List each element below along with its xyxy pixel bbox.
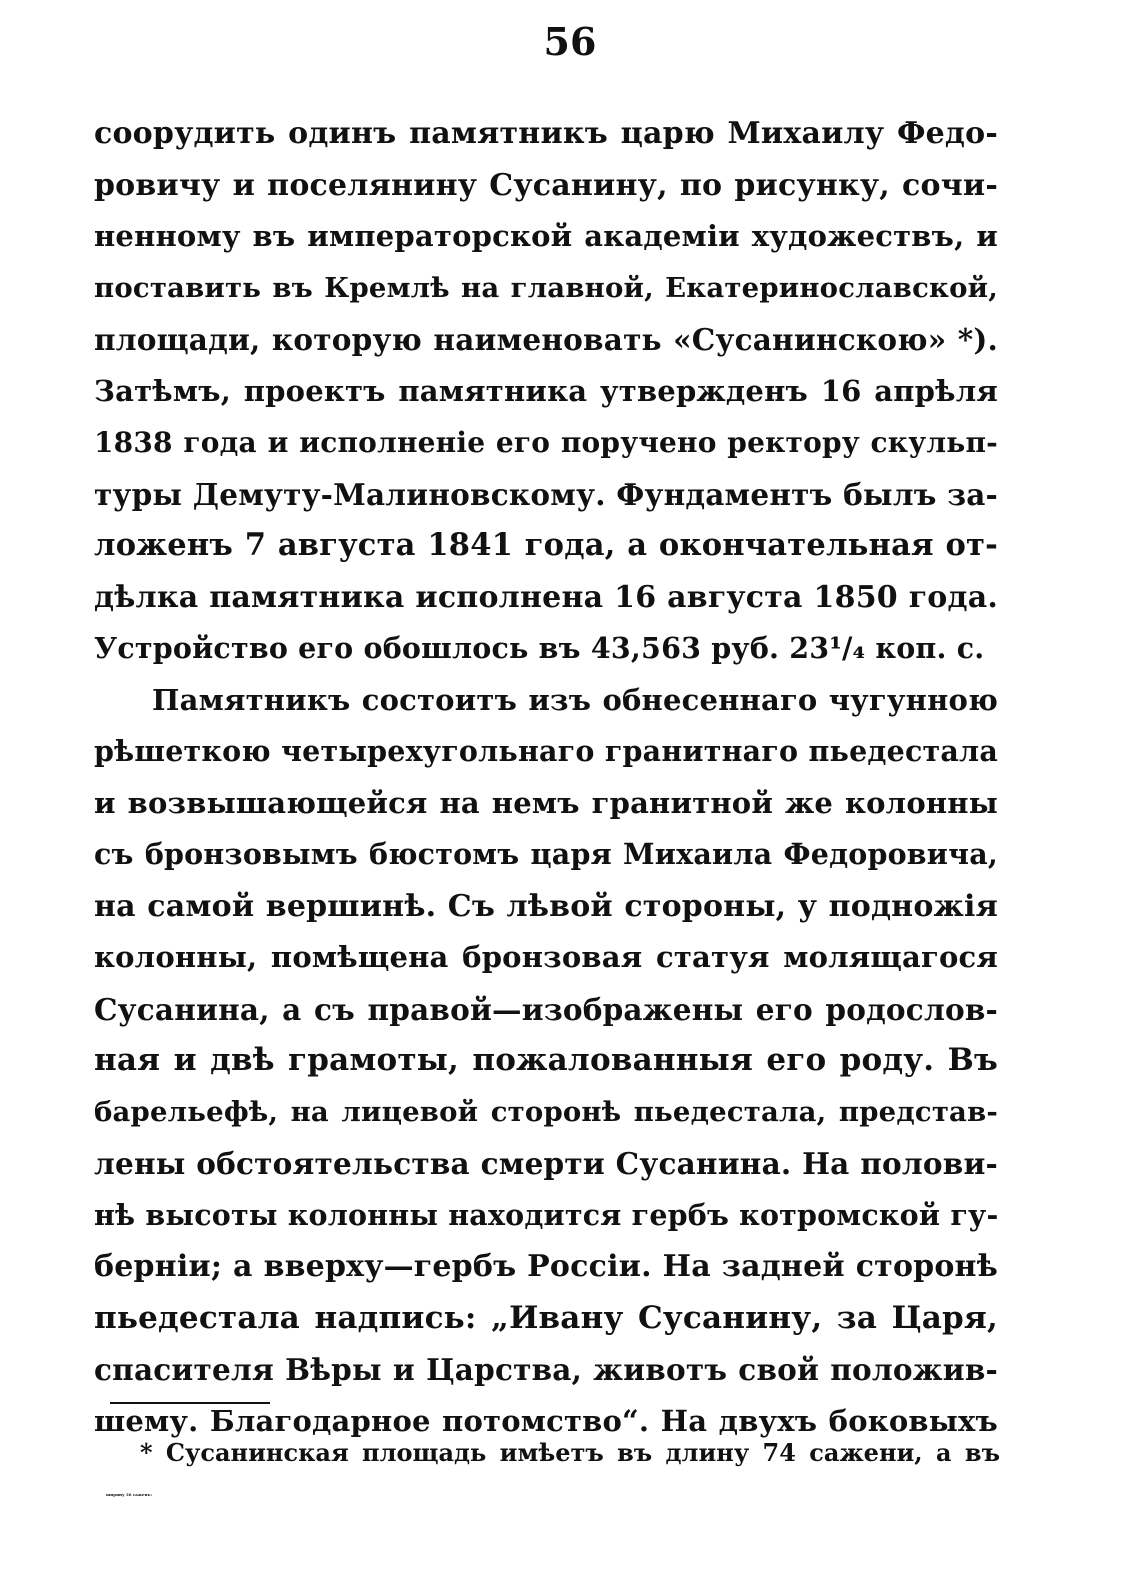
page-number: 56 bbox=[543, 19, 597, 64]
text-line: Затѣмъ, проектъ памятника утвержденъ 16 апрѣля bbox=[94, 373, 998, 408]
text-line: дѣлка памятника исполнена 16 августа 1850 года. bbox=[94, 579, 998, 615]
footnote bbox=[106, 1432, 1000, 1516]
text-line: спасителя Вѣры и Царства, животъ свой положив- bbox=[94, 1352, 998, 1387]
text-line: ная и двѣ грамоты, пожалованныя его роду. Въ bbox=[94, 1042, 998, 1078]
paragraph-start-line: Памятникъ состоитъ изъ обнесеннаго чугунною bbox=[152, 682, 998, 717]
text-line: съ бронзовымъ бюстомъ царя Михаила Федоровича, bbox=[94, 837, 998, 871]
footnote-line: ширину 36 саженъ: bbox=[106, 1492, 152, 1497]
text-line: лены обстоятельства смерти Сусанина. На полови- bbox=[94, 1146, 998, 1181]
text-line: ровичу и поселянину Сусанину, по рисунку, сочи- bbox=[94, 167, 998, 203]
text-line: пьедестала надпись: „Ивану Сусанину, за Царя, bbox=[94, 1299, 998, 1336]
body-text bbox=[94, 108, 998, 1447]
text-line: колонны, помѣщена бронзовая статуя молящагося bbox=[94, 940, 998, 974]
text-line: шему. Благодарное потомство“. На двухъ боковыхъ bbox=[94, 1403, 998, 1438]
text-line: поставить въ Кремлѣ на главной, Екатеринославской, bbox=[94, 271, 998, 304]
footnote-divider bbox=[110, 1402, 270, 1404]
text-line: нѣ высоты колонны находится гербъ котромской гу- bbox=[94, 1197, 999, 1232]
text-line: ложенъ 7 августа 1841 года, а окончательная от- bbox=[94, 527, 998, 563]
text-line: рѣшеткою четырехугольнаго гранитнаго пьедестала bbox=[94, 734, 998, 768]
text-line: и возвышающейся на немъ гранитной же колонны bbox=[94, 785, 998, 820]
text-line: Устройство его обошлось въ 43,563 руб. 23¹/₄ коп. с. bbox=[94, 631, 985, 665]
text-line: Сусанина, а съ правой—изображены его родослов- bbox=[94, 991, 998, 1027]
text-line: площади, которую наименовать «Сусанинскою» *). bbox=[94, 322, 998, 357]
text-line: 1838 года и исполненіе его поручено ректору скульп- bbox=[94, 426, 998, 459]
text-line: барельефѣ, на лицевой сторонѣ пьедестала, представ- bbox=[94, 1095, 998, 1128]
text-line: туры Демуту-Малиновскому. Фундаментъ былъ за- bbox=[94, 476, 998, 512]
footnote-line: * Сусанинская площадь имѣетъ въ длину 74 сажени, а въ bbox=[140, 1438, 1000, 1467]
text-line: ненному въ императорской академіи художествъ, и bbox=[94, 219, 998, 253]
text-line: берніи; а вверху—гербъ Россіи. На задней сторонѣ bbox=[94, 1249, 998, 1284]
text-line: соорудить одинъ памятникъ царю Михаилу Федо- bbox=[94, 116, 998, 151]
text-line: на самой вершинѣ. Съ лѣвой стороны, у подножія bbox=[94, 888, 998, 924]
